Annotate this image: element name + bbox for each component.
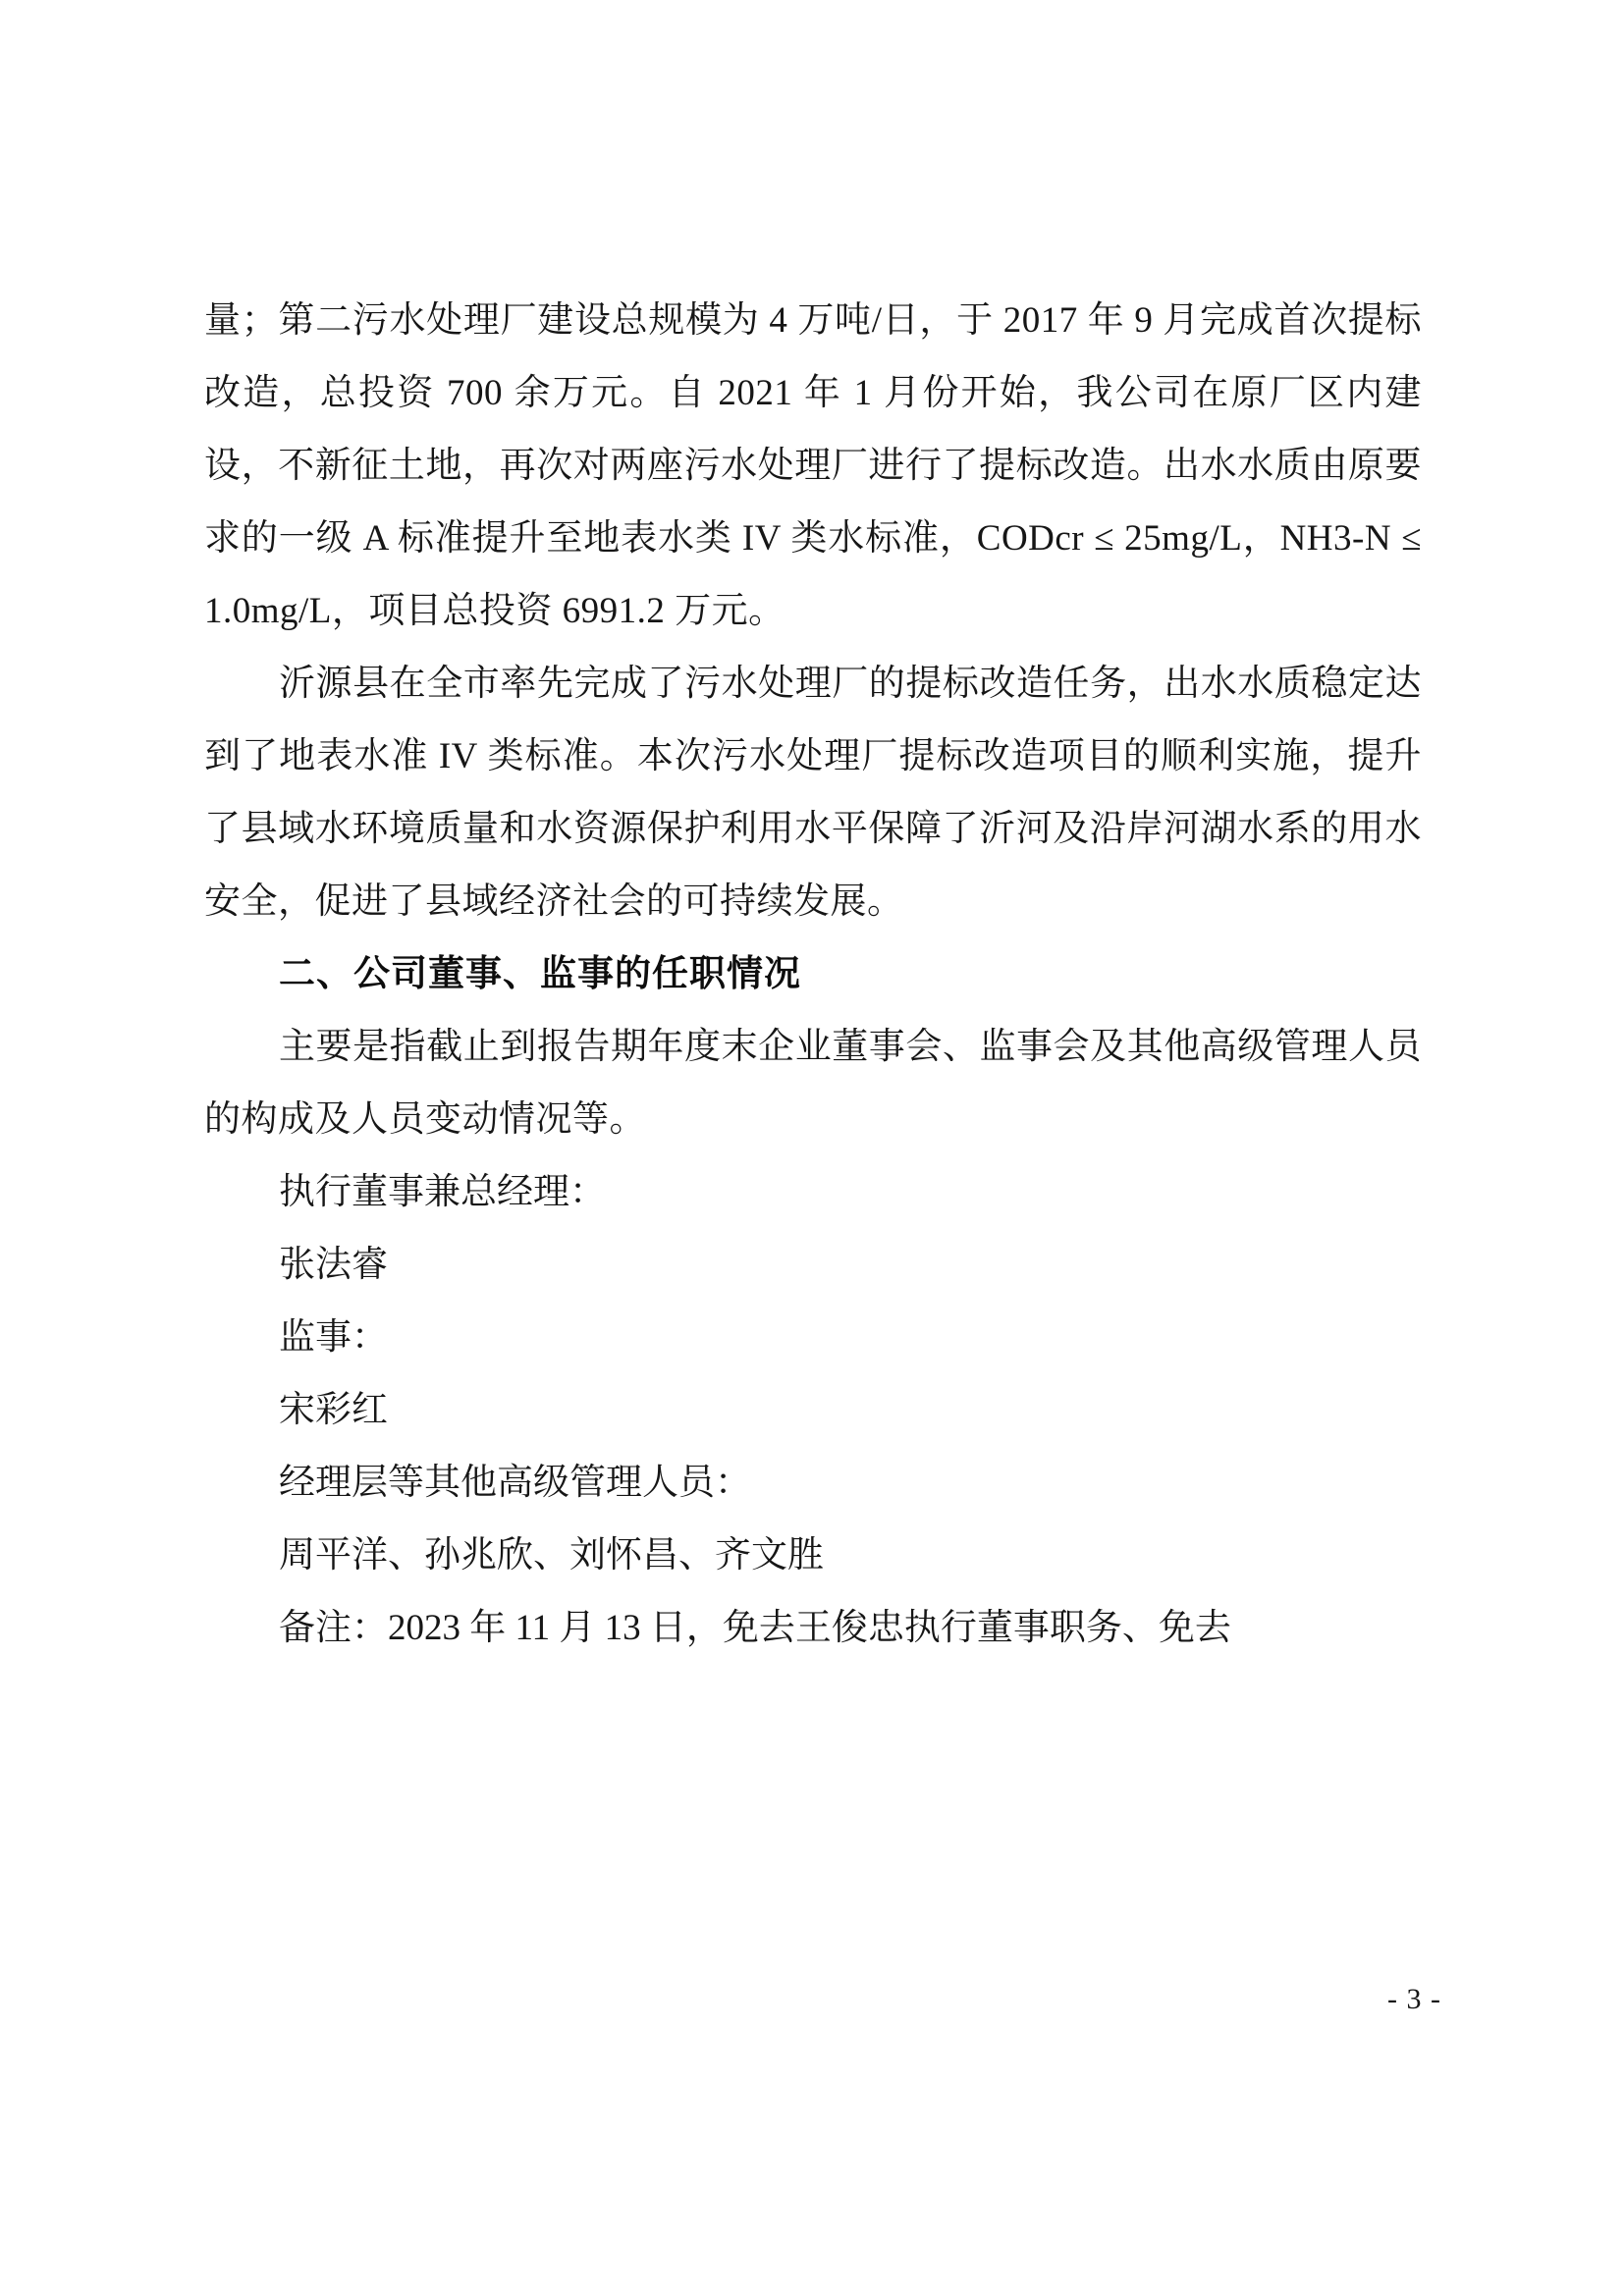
line-executive-director-title: 执行董事兼总经理：	[279, 1172, 606, 1212]
section-intro: 主要是指截止到报告期年度末企业董事会、监事会及其他高级管理人员的构成及人员变动情况等。	[204, 1027, 1422, 1140]
line-supervisor-title: 监事：	[279, 1317, 388, 1358]
line-remark: 备注：2023 年 11 月 13 日，免去王俊忠执行董事职务、免去	[279, 1608, 1231, 1648]
line-executive-director-name: 张法睿	[279, 1245, 388, 1285]
document-body	[204, 285, 1422, 1665]
line-supervisor-name: 宋彩红	[279, 1390, 388, 1430]
paragraph-yiyuan-county: 沂源县在全市率先完成了污水处理厂的提标改造任务，出水水质稳定达到了地表水准 IV 类标准。本次污水处理厂提标改造项目的顺利实施，提升了县域水环境质量和水资源保护利用水平保障了沂河及沿岸河湖水系的用水安全，促进了县域经济社会的可持续发展。	[204, 664, 1422, 922]
page-number: - 3 -	[1387, 1983, 1441, 2015]
paragraph-wastewater-plant: 量；第二污水处理厂建设总规模为 4 万吨/日，于 2017 年 9 月完成首次提标改造，总投资 700 余万元。自 2021 年 1 月份开始，我公司在原厂区内建设，不新征土地，再次对两座污水处理厂进行了提标改造。出水水质由原要求的一级 A 标准提升至地表水类 IV 类水标准，CODcr ≤ 25mg/L，NH3-N ≤ 1.0mg/L，项目总投资 6991.2 万元。	[204, 300, 1422, 631]
line-senior-management-title: 经理层等其他高级管理人员：	[279, 1463, 751, 1503]
section-heading: 二、公司董事、监事的任职情况	[279, 954, 801, 994]
line-senior-management-names: 周平洋、孙兆欣、刘怀昌、齐文胜	[279, 1535, 824, 1575]
